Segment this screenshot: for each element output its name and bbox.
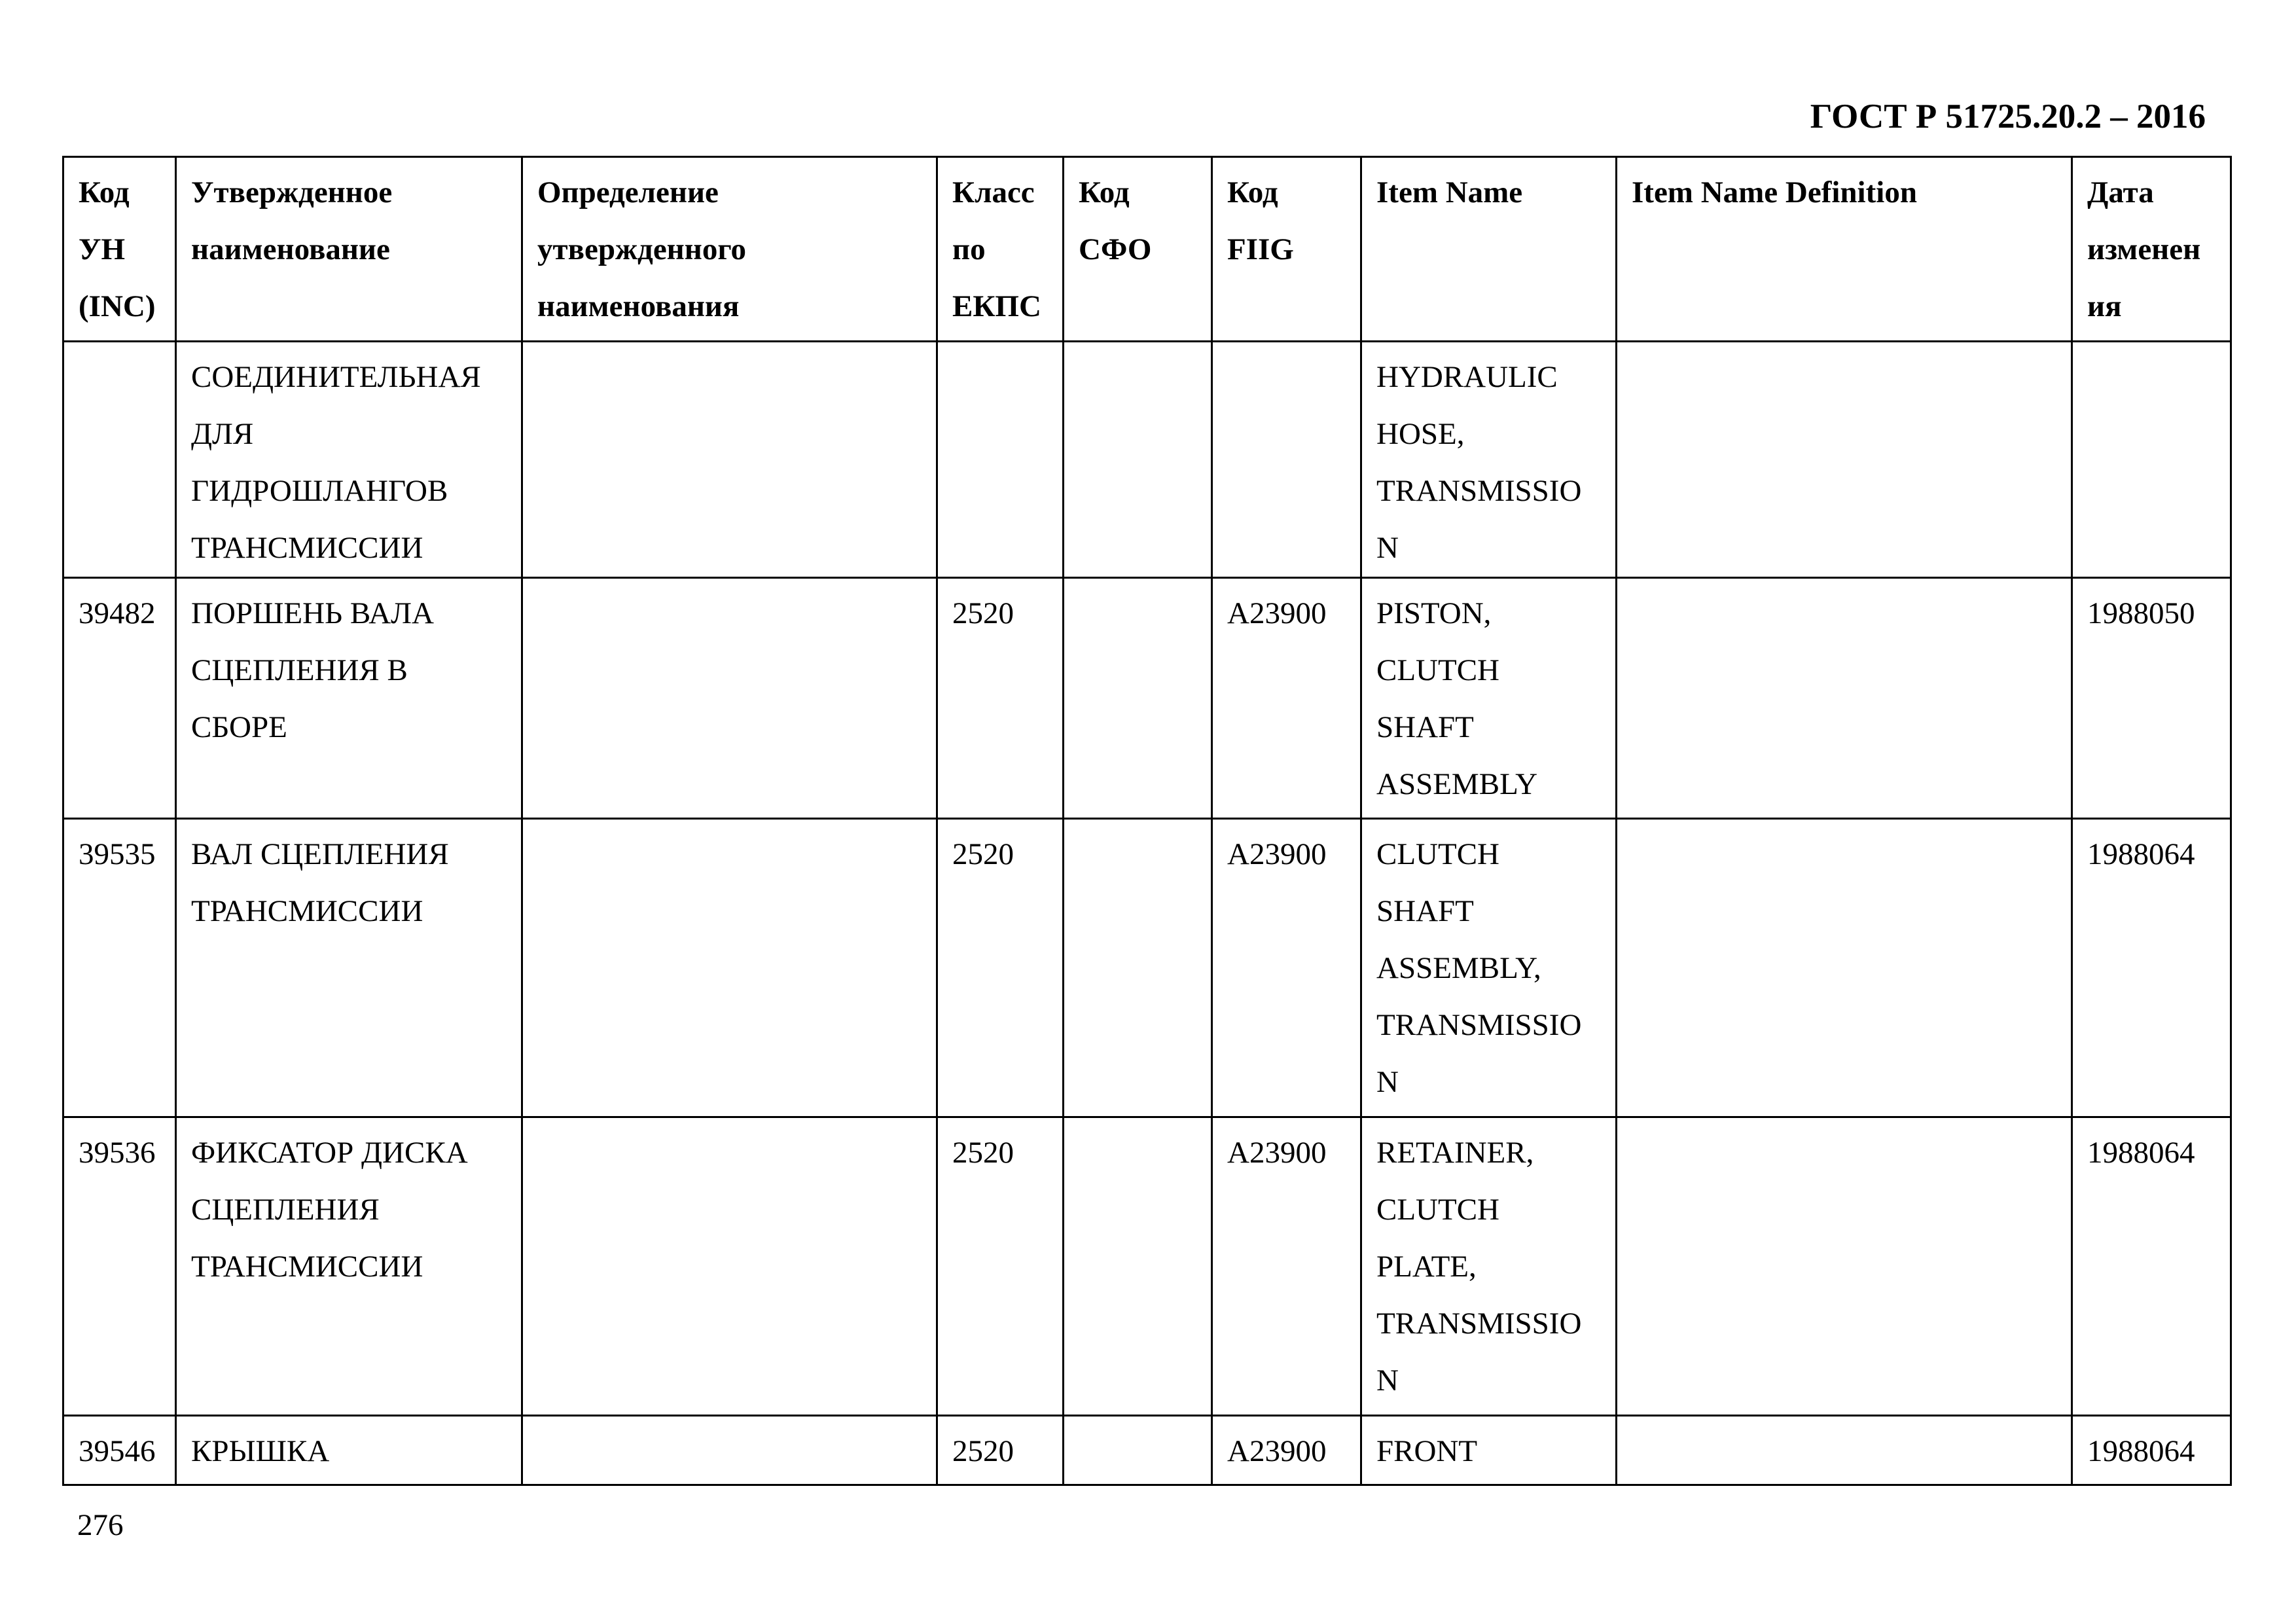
cell-sfo <box>1064 1117 1212 1416</box>
cell-name_ru <box>176 1416 522 1485</box>
cell-ekps <box>937 1117 1064 1416</box>
cell-date <box>2072 1416 2231 1485</box>
cell-definition_ru <box>522 1416 937 1485</box>
cell-line: PISTON, <box>1376 596 1492 630</box>
column-header-definition_ru <box>522 157 937 342</box>
cell-line: СЦЕПЛЕНИЯ <box>191 1193 380 1227</box>
cell-sfo <box>1064 1416 1212 1485</box>
cell-line: A23900 <box>1227 1434 1327 1468</box>
column-header-fiig <box>1212 157 1361 342</box>
column-header-line: Код <box>79 175 130 209</box>
cell-line: CLUTCH <box>1376 837 1499 871</box>
cell-fiig <box>1212 1416 1361 1485</box>
column-header-inc <box>63 157 176 342</box>
cell-line: ASSEMBLY <box>1376 767 1538 801</box>
column-header-line: УН <box>79 232 126 266</box>
column-header-line: изменен <box>2087 232 2201 266</box>
column-header-line: Определение <box>537 175 719 209</box>
column-header-line: наименования <box>537 289 740 323</box>
cell-ekps <box>937 819 1064 1117</box>
table-row <box>63 1416 2231 1485</box>
cell-line: SHAFT <box>1376 894 1474 928</box>
table-row <box>63 1117 2231 1416</box>
cell-line: ГИДРОШЛАНГОВ <box>191 474 448 508</box>
cell-line: CLUTCH <box>1376 1193 1499 1227</box>
cell-line: ТРАНСМИССИИ <box>191 531 423 565</box>
cell-line: 2520 <box>952 837 1014 871</box>
cell-line: СБОРЕ <box>191 710 287 744</box>
cell-line: N <box>1376 1065 1399 1099</box>
cell-line: PLATE, <box>1376 1250 1477 1284</box>
cell-fiig <box>1212 819 1361 1117</box>
cell-line: 2520 <box>952 596 1014 630</box>
cell-line: ФИКСАТОР ДИСКА <box>191 1136 468 1170</box>
column-header-line: (INC) <box>79 289 156 323</box>
table-row <box>63 342 2231 578</box>
cell-inc <box>63 578 176 819</box>
cell-line: 39535 <box>79 837 156 871</box>
cell-line: TRANSMISSIO <box>1376 1307 1582 1341</box>
cell-date <box>2072 578 2231 819</box>
cell-line: 2520 <box>952 1136 1014 1170</box>
cell-inc <box>63 342 176 578</box>
cell-sfo <box>1064 342 1212 578</box>
column-header-line: ЕКПС <box>952 289 1041 323</box>
cell-line: 39546 <box>79 1434 156 1468</box>
cell-line: A23900 <box>1227 596 1327 630</box>
cell-line: 39536 <box>79 1136 156 1170</box>
cell-line: N <box>1376 1363 1399 1398</box>
column-header-line: Дата <box>2087 175 2154 209</box>
cell-line: ТРАНСМИССИИ <box>191 894 423 928</box>
cell-ekps <box>937 1416 1064 1485</box>
cell-line: A23900 <box>1227 837 1327 871</box>
cell-fiig <box>1212 578 1361 819</box>
cell-line: TRANSMISSIO <box>1376 1008 1582 1042</box>
cell-item_name <box>1361 1117 1617 1416</box>
column-header-ekps <box>937 157 1064 342</box>
column-header-line: FIIG <box>1227 232 1294 266</box>
cell-definition_ru <box>522 342 937 578</box>
column-header-line: Item Name Definition <box>1632 175 1917 209</box>
column-header-line: утвержденного <box>537 232 747 266</box>
cell-date <box>2072 342 2231 578</box>
cell-line: A23900 <box>1227 1136 1327 1170</box>
cell-definition_ru <box>522 819 937 1117</box>
cell-name_ru <box>176 1117 522 1416</box>
cell-line: 1988050 <box>2087 596 2195 630</box>
table-row <box>63 819 2231 1117</box>
cell-line: ПОРШЕНЬ ВАЛА <box>191 596 434 630</box>
cell-line: CLUTCH <box>1376 653 1499 687</box>
registry-table <box>62 156 2232 1486</box>
cell-item_name <box>1361 1416 1617 1485</box>
cell-line: СОЕДИНИТЕЛЬНАЯ <box>191 360 481 394</box>
column-header-line: Item Name <box>1376 175 1523 209</box>
cell-item_name <box>1361 578 1617 819</box>
cell-name_ru <box>176 578 522 819</box>
cell-line: SHAFT <box>1376 710 1474 744</box>
column-header-line: Код <box>1227 175 1278 209</box>
cell-line: HYDRAULIC <box>1376 360 1558 394</box>
cell-line: RETAINER, <box>1376 1136 1534 1170</box>
table-row <box>63 578 2231 819</box>
page-number: 276 <box>77 1508 124 1542</box>
column-header-item_def <box>1617 157 2072 342</box>
cell-sfo <box>1064 819 1212 1117</box>
cell-line: СЦЕПЛЕНИЯ В <box>191 653 408 687</box>
cell-line: 1988064 <box>2087 1434 2195 1468</box>
cell-inc <box>63 819 176 1117</box>
cell-item_def <box>1617 1416 2072 1485</box>
cell-definition_ru <box>522 578 937 819</box>
cell-item_def <box>1617 1117 2072 1416</box>
cell-line: 1988064 <box>2087 1136 2195 1170</box>
column-header-item_name <box>1361 157 1617 342</box>
cell-ekps <box>937 578 1064 819</box>
cell-item_name <box>1361 342 1617 578</box>
column-header-date <box>2072 157 2231 342</box>
cell-item_def <box>1617 819 2072 1117</box>
cell-item_name <box>1361 819 1617 1117</box>
cell-line: 1988064 <box>2087 837 2195 871</box>
column-header-line: Код <box>1079 175 1130 209</box>
column-header-line: ия <box>2087 289 2122 323</box>
cell-inc <box>63 1416 176 1485</box>
cell-date <box>2072 1117 2231 1416</box>
table-header-row <box>63 157 2231 342</box>
column-header-line: Утвержденное <box>191 175 393 209</box>
cell-line: ТРАНСМИССИИ <box>191 1250 423 1284</box>
cell-line: N <box>1376 531 1399 565</box>
column-header-line: наименование <box>191 232 390 266</box>
cell-line: TRANSMISSIO <box>1376 474 1582 508</box>
cell-line: 39482 <box>79 596 156 630</box>
cell-item_def <box>1617 578 2072 819</box>
cell-line: ДЛЯ <box>191 417 254 451</box>
cell-name_ru <box>176 342 522 578</box>
cell-definition_ru <box>522 1117 937 1416</box>
column-header-line: СФО <box>1079 232 1152 266</box>
cell-sfo <box>1064 578 1212 819</box>
cell-line: 2520 <box>952 1434 1014 1468</box>
standard-designation: ГОСТ Р 51725.20.2 – 2016 <box>1810 98 2206 135</box>
cell-line: HOSE, <box>1376 417 1465 451</box>
cell-line: ASSEMBLY, <box>1376 951 1541 985</box>
cell-item_def <box>1617 342 2072 578</box>
cell-name_ru <box>176 819 522 1117</box>
cell-line: КРЫШКА <box>191 1434 330 1468</box>
cell-ekps <box>937 342 1064 578</box>
cell-inc <box>63 1117 176 1416</box>
column-header-name_ru <box>176 157 522 342</box>
cell-date <box>2072 819 2231 1117</box>
column-header-line: по <box>952 232 986 266</box>
cell-line: ВАЛ СЦЕПЛЕНИЯ <box>191 837 449 871</box>
column-header-line: Класс <box>952 175 1035 209</box>
cell-fiig <box>1212 342 1361 578</box>
cell-fiig <box>1212 1117 1361 1416</box>
column-header-sfo <box>1064 157 1212 342</box>
table-body <box>63 342 2231 1485</box>
cell-line: FRONT <box>1376 1434 1478 1468</box>
